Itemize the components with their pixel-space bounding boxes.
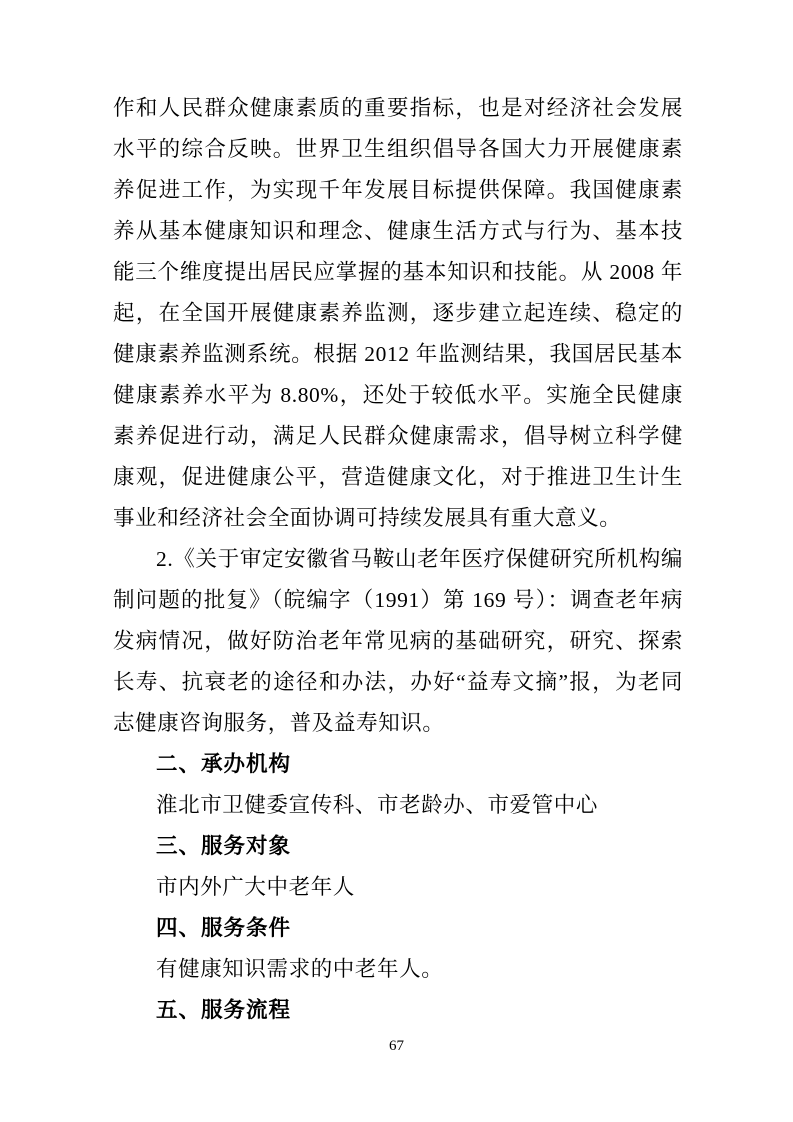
- body-paragraph-2: 2.《关于审定安徽省马鞍山老年医疗保健研究所机构编制问题的批复》（皖编字（1991）第 169 号）：调查老年病发病情况，做好防治老年常见病的基础研究，研究、探索长寿、抗衰老的途径和办法，办好“益寿文摘”报，为老同志健康咨询服务，普及益寿知识。: [113, 547, 683, 735]
- section-text-4: 有健康知识需求的中老年人。: [156, 957, 444, 981]
- page-content: [113, 88, 683, 1031]
- section-heading-5: 五、服务流程: [156, 998, 292, 1022]
- section-text-3: 市内外广大中老年人: [156, 875, 355, 899]
- section-heading-2: 二、承办机构: [156, 752, 292, 776]
- section-heading-4: 四、服务条件: [156, 916, 292, 940]
- body-paragraph-1: 作和人民群众健康素质的重要指标，也是对经济社会发展水平的综合反映。世界卫生组织倡导各国大力开展健康素养促进工作，为实现千年发展目标提供保障。我国健康素养从基本健康知识和理念、健康生活方式与行为、基本技能三个维度提出居民应掌握的基本知识和技能。从 2008 年起，在全国开展健康素养监测，逐步建立起连续、稳定的健康素养监测系统。根据 2012 年监测结果，我国居民基本健康素养水平为 8.80%，还处于较低水平。实施全民健康素养促进行动，满足人民群众健康需求，倡导树立科学健康观，促进健康公平，营造健康文化，对于推进卫生计生事业和经济社会全面协调可持续发展具有重大意义。: [113, 96, 683, 530]
- page-number: 67: [389, 1038, 404, 1054]
- section-heading-3: 三、服务对象: [156, 834, 292, 858]
- section-text-2: 淮北市卫健委宣传科、市老龄办、市爱管中心: [156, 793, 599, 817]
